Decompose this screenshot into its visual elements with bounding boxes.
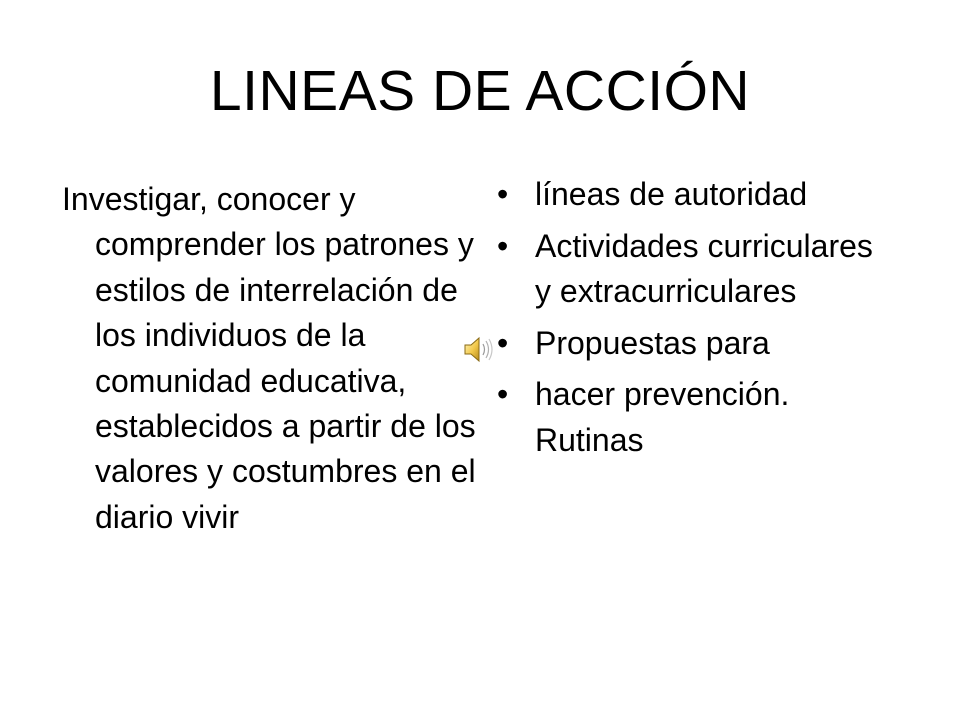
list-item-text: hacer prevención. Rutinas xyxy=(535,376,790,458)
speaker-sound-icon[interactable] xyxy=(462,333,496,367)
list-item-text: Propuestas para xyxy=(535,324,770,361)
list-item xyxy=(497,321,897,367)
list-item-text: líneas de autoridad xyxy=(535,176,808,212)
bullet-marker: • xyxy=(497,227,509,264)
bullet-marker: • xyxy=(497,324,509,361)
left-paragraph: Investigar, conocer y comprender los patrones y estilos de interrelación de los individuos de la comunidad educativa, establecidos a partir de los valores y costumbres en el diario vivir xyxy=(62,181,476,535)
list-item xyxy=(497,172,897,218)
slide-title: LINEAS DE ACCIÓN xyxy=(209,59,751,123)
right-bullet-list xyxy=(497,172,897,463)
list-item xyxy=(497,224,897,315)
bullet-marker: • xyxy=(497,176,509,212)
bullet-marker: • xyxy=(497,376,509,412)
list-item xyxy=(497,372,897,463)
list-item-text: Actividades curriculares y extracurriculares xyxy=(535,227,873,309)
